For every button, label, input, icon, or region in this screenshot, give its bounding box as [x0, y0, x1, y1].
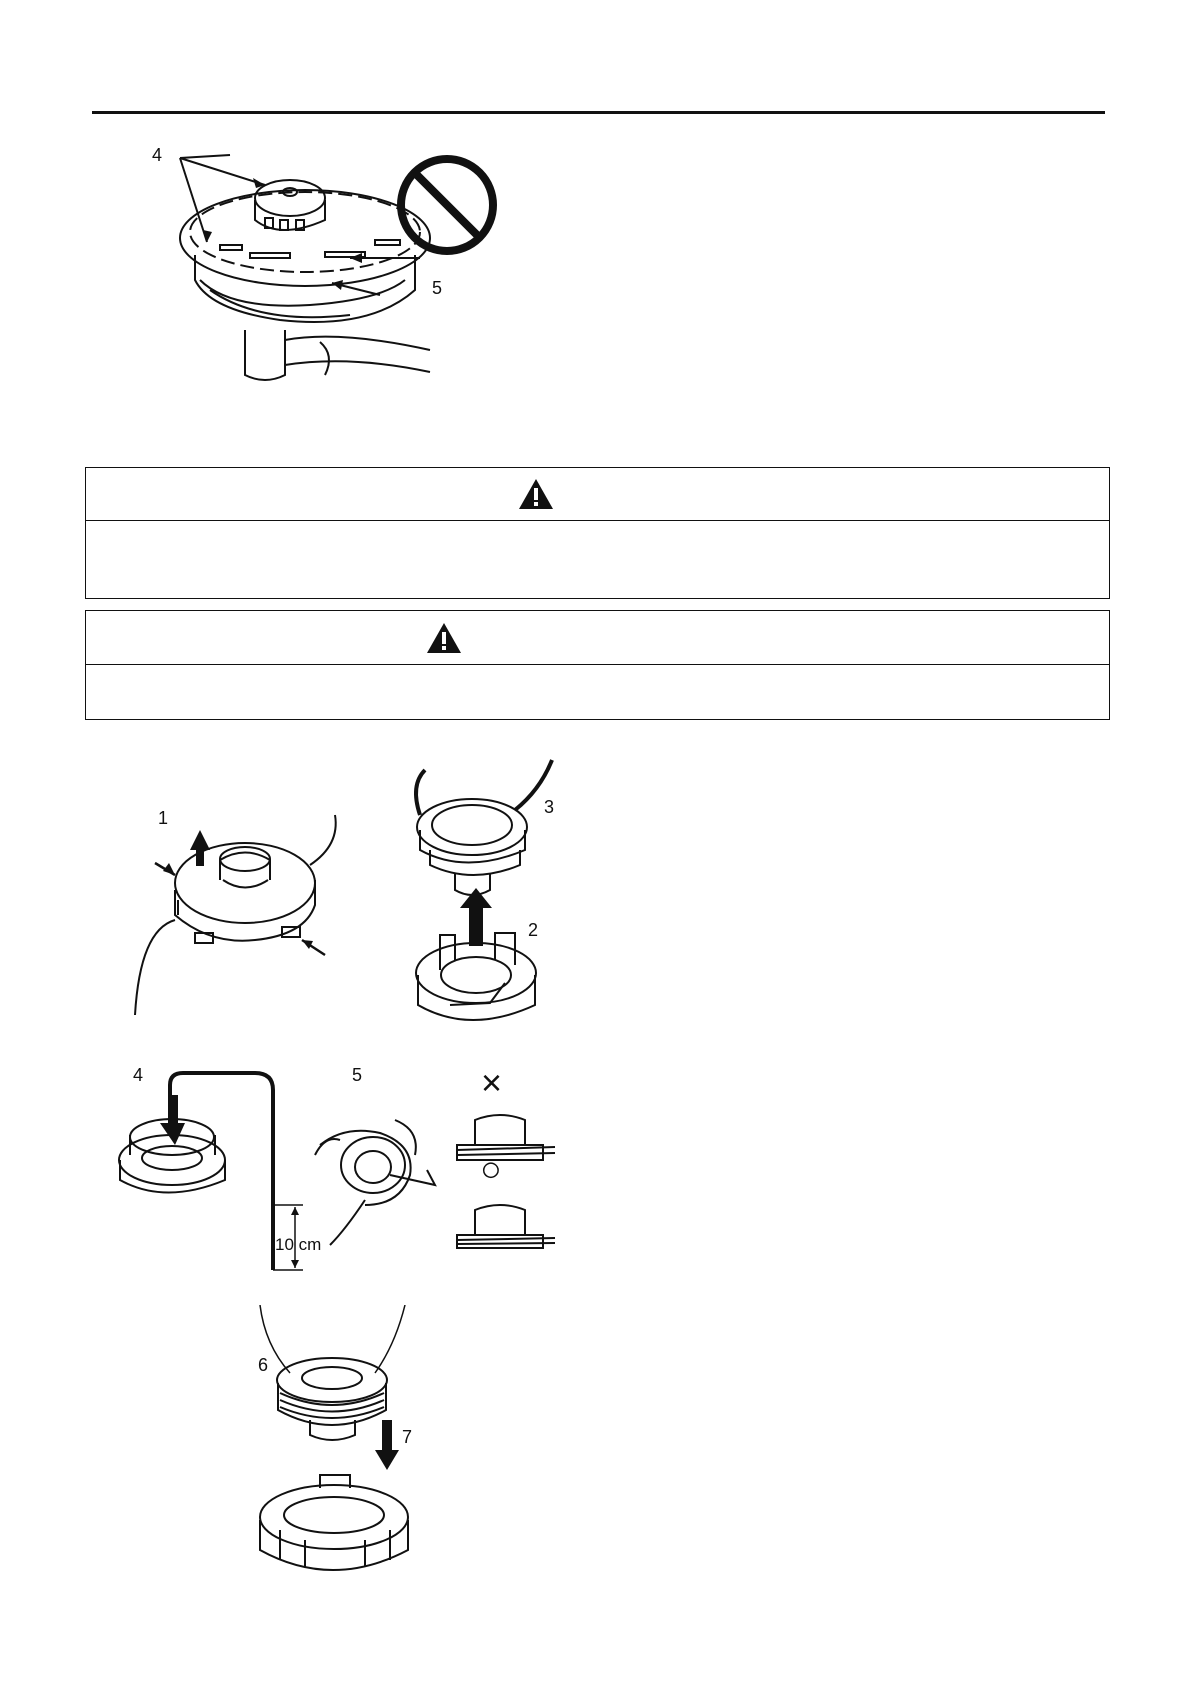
incorrect-mark: × [481, 1062, 503, 1103]
callout-7: 7 [402, 1427, 413, 1447]
disassembly-illustration [120, 755, 570, 1040]
warning-box-2-header [86, 611, 1109, 665]
warning-box-1-header [86, 468, 1109, 521]
warning-triangle-icon [425, 621, 463, 655]
prohibited-sign-icon [392, 150, 502, 260]
figure-trimmer-head-top [150, 140, 510, 390]
measure-label: 10 cm [275, 1235, 322, 1254]
figure-disassembly [120, 755, 570, 1040]
callout-3: 3 [544, 797, 555, 817]
warning-triangle-icon [517, 477, 555, 511]
warning-box-2 [85, 610, 1110, 720]
callout-5: 5 [432, 278, 443, 298]
correct-mark: ○ [480, 1148, 502, 1189]
reassembly-illustration [250, 1305, 450, 1575]
warning-box-1-body [86, 521, 1109, 599]
callout-2: 2 [528, 920, 539, 940]
warning-box-2-body [86, 665, 1109, 720]
callout-1: 1 [158, 808, 169, 828]
warning-box-1 [85, 467, 1110, 599]
header-rule [92, 111, 1105, 114]
figure-winding [115, 1062, 570, 1285]
callout-5-winding: 5 [352, 1065, 363, 1085]
callout-4-winding: 4 [133, 1065, 144, 1085]
figure-reassembly [250, 1305, 450, 1575]
callout-6: 6 [258, 1355, 269, 1375]
callout-4: 4 [152, 145, 163, 165]
